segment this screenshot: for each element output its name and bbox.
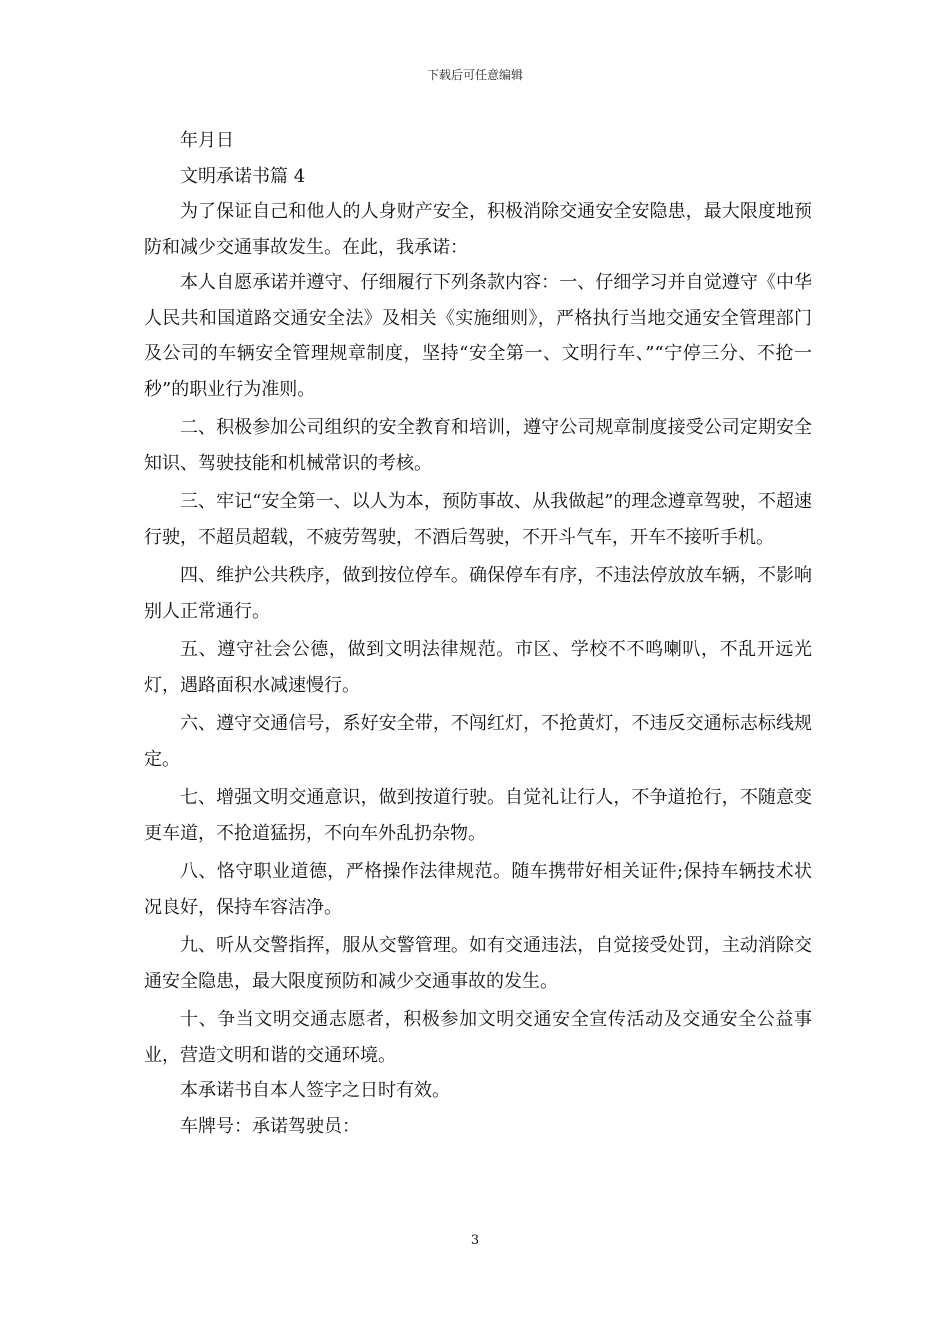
page-header: 下载后可任意编辑 bbox=[426, 68, 523, 82]
clause-paragraph-4: 四、维护公共秩序，做到按位停车。确保停车有序，不违法停放放车辆，不影响别人正常通行。 bbox=[144, 565, 812, 622]
clause-paragraph-10: 十、争当文明交通志愿者，积极参加文明交通安全宣传活动及交通安全公益事业，营造文明和谐的交通环境。 bbox=[144, 1009, 812, 1066]
intro-paragraph: 为了保证自己和他人的人身财产安全，积极消除交通安全安隐患，最大限度地预防和减少交通事故发生。在此，我承诺： bbox=[144, 201, 812, 258]
page-number: 3 bbox=[470, 1233, 480, 1248]
clause-paragraph-9: 九、听从交警指挥，服从交警管理。如有交通违法，自觉接受处罚，主动消除交通安全隐患，最大限度预防和减少交通事故的发生。 bbox=[144, 935, 812, 992]
signature-line: 车牌号：承诺驾驶员： bbox=[180, 1115, 360, 1137]
clause-paragraph-6: 六、遵守交通信号，系好安全带，不闯红灯，不抢黄灯，不违反交通标志标线规定。 bbox=[144, 713, 812, 770]
clause-paragraph-2: 二、积极参加公司组织的安全教育和培训，遵守公司规章制度接受公司定期安全知识、驾驶技能和机械常识的考核。 bbox=[144, 417, 812, 474]
clause-paragraph-8: 八、恪守职业道德，严格操作法律规范。随车携带好相关证件;保持车辆技术状况良好，保持车容洁净。 bbox=[144, 861, 812, 918]
section-title: 文明承诺书篇 4 bbox=[180, 165, 306, 187]
date-line: 年月日 bbox=[180, 130, 234, 151]
clause-paragraph-5: 五、遵守社会公德，做到文明法律规范。市区、学校不不鸣喇叭，不乱开远光灯，遇路面积水减速慢行。 bbox=[144, 639, 812, 696]
document-body bbox=[144, 123, 812, 1144]
clause-paragraph-3: 三、牢记“安全第一、以人为本，预防事故、从我做起”的理念遵章驾驶，不超速行驶，不超员超载，不疲劳驾驶，不酒后驾驶，不开斗气车，开车不接听手机。 bbox=[144, 491, 812, 548]
validity-statement: 本承诺书自本人签字之日时有效。 bbox=[180, 1080, 450, 1101]
clause-paragraph-1: 本人自愿承诺并遵守、仔细履行下列条款内容：一、仔细学习并自觉遵守《中华人民共和国道路交通安全法》及相关《实施细则》，严格执行当地交通安全管理部门及公司的车辆安全管理规章制度，坚持“安全第一、文明行车、”“宁停三分、不抢一秒”的职业行为准则。 bbox=[144, 272, 812, 400]
clause-paragraph-7: 七、增强文明交通意识，做到按道行驶。自觉礼让行人，不争道抢行，不随意变更车道，不抢道猛拐，不向车外乱扔杂物。 bbox=[144, 787, 812, 844]
